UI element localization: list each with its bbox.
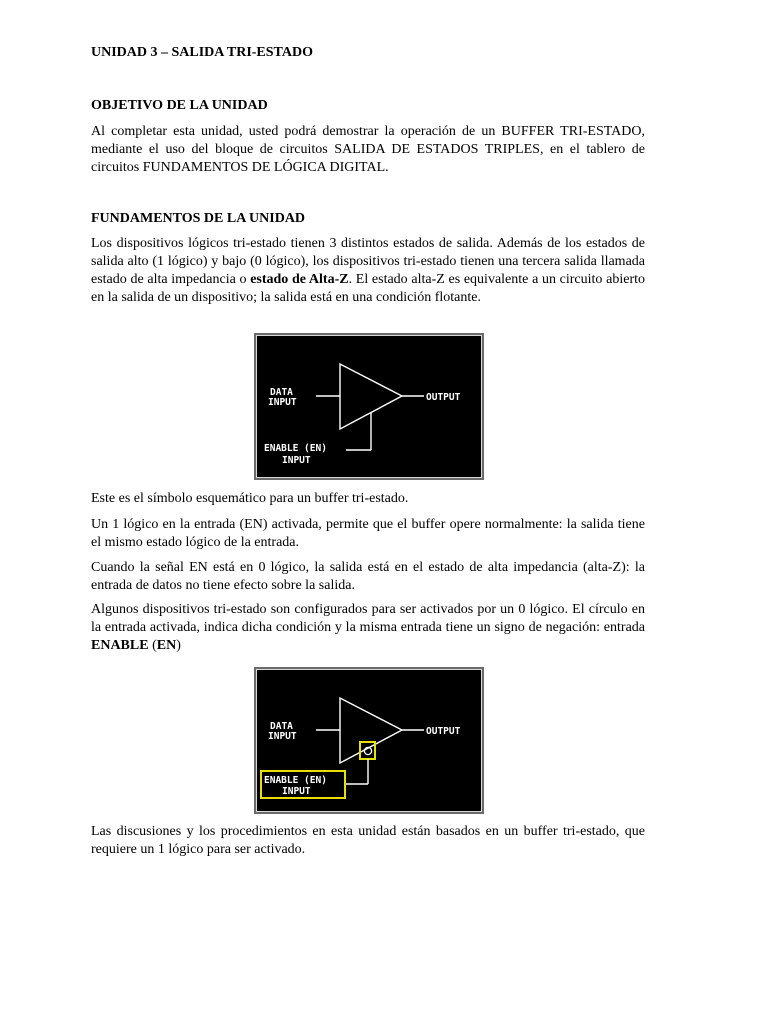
figure-1-caption: Este es el símbolo esquemático para un buffer tri-estado. — [91, 491, 409, 506]
objective-paragraph: Al completar esta unidad, usted podrá demostrar la operación de un BUFFER TRI-ESTADO, mediante el uso del bloque de circuitos SALIDA DE ESTADOS TRIPLES, en el tablero de circuitos FUNDAMENTOS DE LÓGICA DIGITAL. — [91, 124, 645, 175]
data-input-label-line-2: INPUT — [268, 397, 297, 408]
paragraph-4-bold-enable: ENABLE — [91, 638, 149, 653]
output-label: OUTPUT — [426, 726, 461, 737]
objective-heading: OBJETIVO DE LA UNIDAD — [91, 98, 268, 113]
enable-label-line-2: INPUT — [282, 786, 311, 797]
fundamentals-paragraph-1 — [91, 235, 645, 307]
paragraph-4-bold-en: EN — [156, 638, 177, 653]
paragraph-4-text-a: Algunos dispositivos tri-estado son configurados para ser activados por un 0 lógico. El círculo en la entrada activada, indica dicha condición y la misma entrada tiene un signo de negación: entrada — [91, 602, 645, 635]
tri-state-buffer-figure-2 — [254, 667, 484, 814]
paragraph-4-text-end: ) — [176, 638, 181, 653]
fundamentals-paragraph-4 — [91, 601, 645, 655]
buffer-schematic-2 — [254, 667, 484, 814]
paragraph-1-bold-term: estado de Alta-Z — [250, 272, 349, 287]
paragraph-1-text-b: . El estado alta-Z es equivalente a un circuito abierto en la salida de un dispositivo; la salida está en una condición flotante. — [91, 272, 645, 305]
paragraph-4-text-mid: ( — [148, 638, 157, 653]
enable-label-line-1: ENABLE (EN) — [264, 775, 327, 786]
output-label: OUTPUT — [426, 392, 461, 403]
data-input-label-line-1: DATA — [270, 387, 293, 398]
enable-label-line-1: ENABLE (EN) — [264, 443, 327, 454]
tri-state-buffer-figure-1 — [254, 333, 484, 480]
paragraph-1-text-a: Los dispositivos lógicos tri-estado tienen 3 distintos estados de salida. Además de los estados de salida alto (1 lógico) y bajo (0 lógico), los dispositivos tri-estado tienen una tercera salida llamada estado de alta impedancia o — [91, 236, 645, 287]
buffer-schematic-1 — [254, 333, 484, 480]
document-title: UNIDAD 3 – SALIDA TRI-ESTADO — [91, 45, 313, 60]
enable-label-line-2: INPUT — [282, 455, 311, 466]
fundamentals-paragraph-3: Cuando la señal EN está en 0 lógico, la salida está en el estado de alta impedancia (alta-Z): la entrada de datos no tiene efecto sobre la salida. — [91, 560, 645, 593]
fundamentals-heading: FUNDAMENTOS DE LA UNIDAD — [91, 211, 306, 226]
data-input-label-line-2: INPUT — [268, 731, 297, 742]
fundamentals-paragraph-2: Un 1 lógico en la entrada (EN) activada, permite que el buffer opere normalmente: la salida tiene el mismo estado lógico de la entrada. — [91, 517, 645, 550]
fundamentals-paragraph-5: Las discusiones y los procedimientos en esta unidad están basados en un buffer tri-estado, que requiere un 1 lógico para ser activado. — [91, 824, 645, 857]
data-input-label-line-1: DATA — [270, 721, 293, 732]
